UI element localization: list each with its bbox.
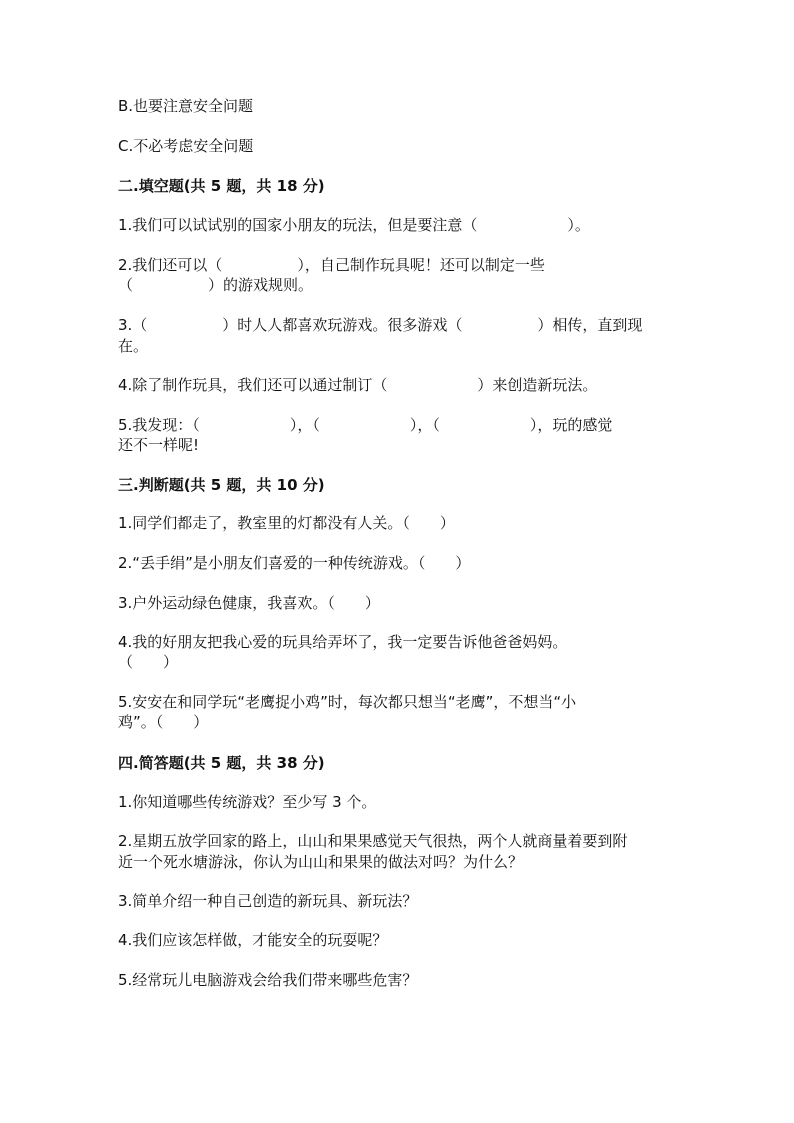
fill-question-5-line-2: 还不一样呢! — [118, 436, 200, 454]
section-3-title: 三.判断题(共 5 题，共 10 分) — [118, 476, 325, 494]
fill-question-2-line-2: （ ）的游戏规则。 — [118, 276, 314, 294]
judge-question-4-line-1: 4.我的好朋友把我心爱的玩具给弄坏了，我一定要告诉他爸爸妈妈。 — [118, 633, 568, 651]
judge-question-5-line-2: 鸡”。（ ） — [118, 713, 209, 731]
judge-question-1: 1.同学们都走了，教室里的灯都没有人关。（ ） — [118, 514, 455, 532]
section-2-title: 二.填空题(共 5 题，共 18 分) — [118, 177, 325, 195]
fill-question-1: 1.我们可以试试别的国家小朋友的玩法，但是要注意（ ）。 — [118, 216, 590, 234]
fill-question-3-line-1: 3.（ ）时人人都喜欢玩游戏。很多游戏（ ）相传，直到现 — [118, 316, 643, 334]
judge-question-2: 2.“丢手绢”是小朋友们喜爱的一种传统游戏。（ ） — [118, 554, 471, 572]
short-answer-question-4: 4.我们应该怎样做，才能安全的玩耍呢？ — [118, 931, 388, 949]
option-b: B.也要注意安全问题 — [118, 97, 254, 115]
fill-question-2-line-1: 2.我们还可以（ ），自己制作玩具呢！还可以制定一些 — [118, 256, 545, 274]
judge-question-5-line-1: 5.安安在和同学玩“老鹰捉小鸡”时，每次都只想当“老鹰”，不想当“小 — [118, 693, 577, 711]
short-answer-question-3: 3.简单介绍一种自己创造的新玩具、新玩法？ — [118, 892, 418, 910]
short-answer-question-2-line-2: 近一个死水塘游泳，你认为山山和果果的做法对吗？为什么？ — [118, 853, 524, 871]
judge-question-4-line-2: （ ） — [118, 653, 179, 671]
fill-question-4: 4.除了制作玩具，我们还可以通过制订（ ）来创造新玩法。 — [118, 376, 598, 394]
judge-question-3: 3.户外运动绿色健康，我喜欢。（ ） — [118, 594, 380, 612]
short-answer-question-5: 5.经常玩儿电脑游戏会给我们带来哪些危害？ — [118, 971, 418, 989]
fill-question-5-line-1: 5.我发现：（ ），（ ），（ ），玩的感觉 — [118, 416, 613, 434]
short-answer-question-2-line-1: 2.星期五放学回家的路上，山山和果果感觉天气很热，两个人就商量着要到附 — [118, 832, 628, 850]
section-4-title: 四.简答题(共 5 题，共 38 分) — [118, 754, 325, 772]
short-answer-question-1: 1.你知道哪些传统游戏？至少写 3 个。 — [118, 793, 377, 811]
fill-question-3-line-2: 在。 — [118, 337, 149, 355]
option-c: C.不必考虑安全问题 — [118, 137, 254, 155]
